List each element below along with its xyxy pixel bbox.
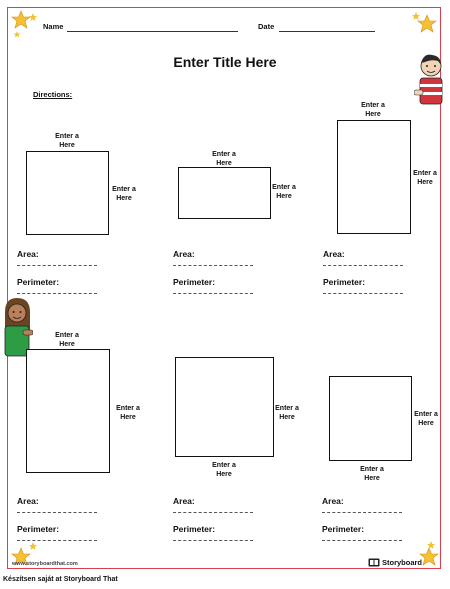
perimeter-label-5: Perimeter: [173,524,216,534]
perimeter-label-2: Perimeter: [173,277,216,287]
footer-credit[interactable]: Készítsen saját at Storyboard That [3,576,118,583]
perimeter-line-5[interactable] [173,540,253,541]
perimeter-line-2[interactable] [173,293,253,294]
shape-1-side-dimension[interactable]: Enter a Here [112,186,136,202]
area-label-3: Area: [323,249,345,259]
perimeter-label-6: Perimeter: [322,524,365,534]
storyboard-logo[interactable] [368,558,422,567]
area-line-1[interactable] [17,265,97,266]
shape-3-top-dimension[interactable]: Enter a Here [361,102,385,118]
shape-6-side-dimension[interactable]: Enter a Here [414,411,438,427]
shape-2-top-dimension[interactable]: Enter a Here [212,151,236,167]
area-label-5: Area: [173,496,195,506]
area-line-5[interactable] [173,512,253,513]
name-line[interactable] [67,31,238,32]
shape-4-top-dimension[interactable]: Enter a Here [55,332,79,348]
perimeter-line-1[interactable] [17,293,97,294]
perimeter-line-3[interactable] [323,293,403,294]
area-line-3[interactable] [323,265,403,266]
date-line[interactable] [279,31,375,32]
area-label-4: Area: [17,496,39,506]
perimeter-line-4[interactable] [17,540,97,541]
website-text[interactable]: www.storyboardthat.com [12,561,78,567]
corner-stars-top-right [411,9,441,39]
area-line-6[interactable] [322,512,402,513]
perimeter-label-3: Perimeter: [323,277,366,287]
perimeter-label-4: Perimeter: [17,524,60,534]
name-label: Name [43,22,64,31]
storyboard-logo-icon [368,558,380,567]
shape-5-rectangle [175,357,274,457]
character-illustration-right [414,50,444,106]
shape-1-rectangle [26,151,109,235]
directions-label: Directions: [33,90,73,99]
shape-5-bottom-dimension[interactable]: Enter a Here [212,462,236,478]
storyboard-logo-text: Storyboard [382,558,423,567]
area-label-6: Area: [322,496,344,506]
shape-3-rectangle [337,120,411,234]
area-label-1: Area: [17,249,39,259]
date-label: Date [258,22,275,31]
shape-2-side-dimension[interactable]: Enter a Here [272,184,296,200]
shape-6-rectangle [329,376,412,461]
shape-2-rectangle [178,167,271,219]
area-line-2[interactable] [173,265,253,266]
shape-3-side-dimension[interactable]: Enter a Here [413,170,437,186]
corner-stars-top-left [9,9,39,39]
perimeter-line-6[interactable] [322,540,402,541]
shape-5-side-dimension[interactable]: Enter a Here [275,405,299,421]
shape-1-top-dimension[interactable]: Enter a Here [55,133,79,149]
shape-4-side-dimension[interactable]: Enter a Here [116,405,140,421]
shape-4-rectangle [26,349,110,473]
area-line-4[interactable] [17,512,97,513]
page-title[interactable]: Enter Title Here [173,54,277,70]
perimeter-label-1: Perimeter: [17,277,60,287]
area-label-2: Area: [173,249,195,259]
shape-6-bottom-dimension[interactable]: Enter a Here [360,466,384,482]
